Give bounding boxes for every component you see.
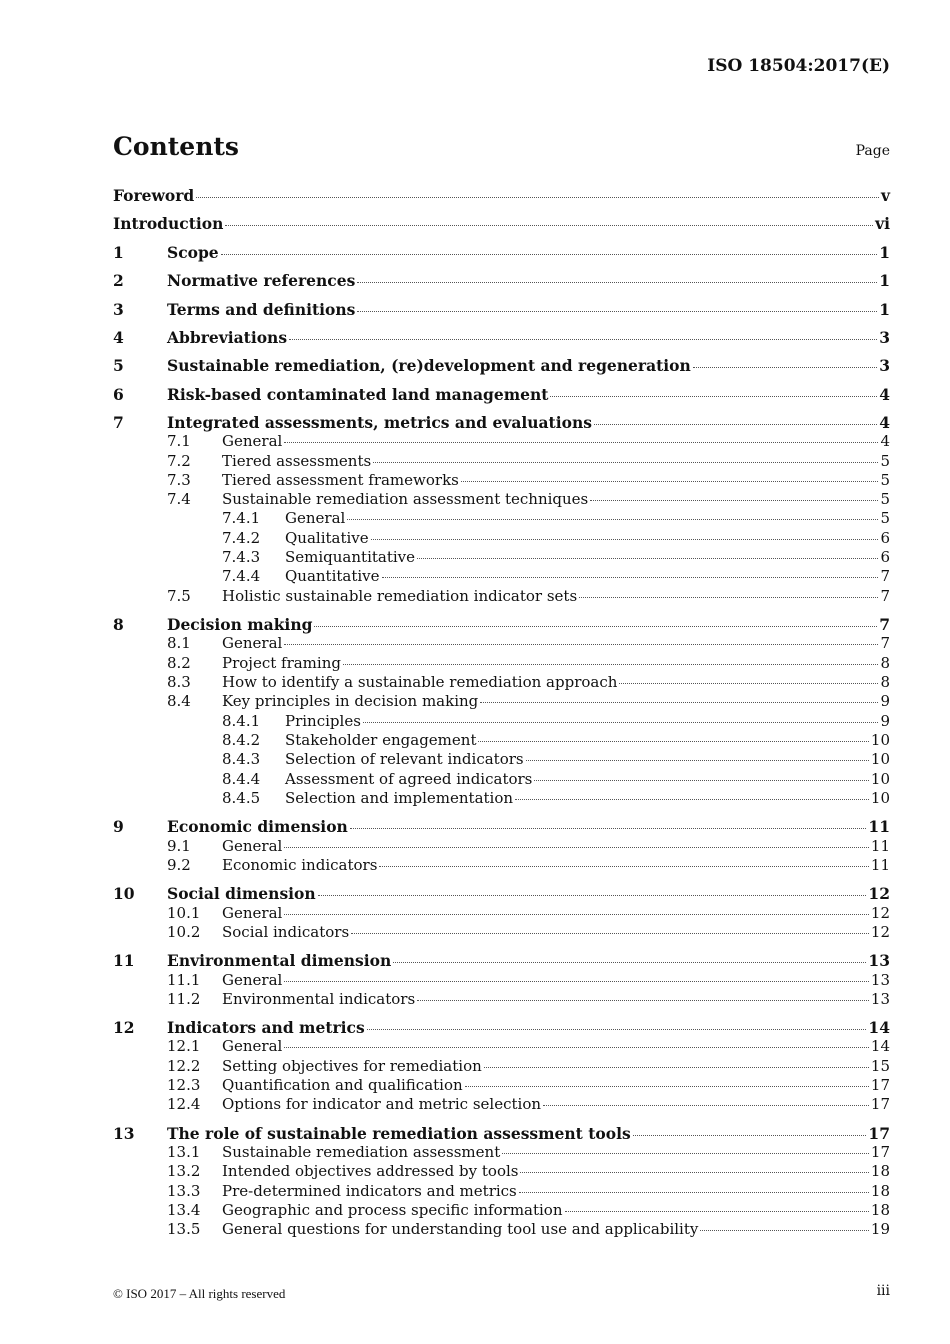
toc-dot-leader — [196, 197, 879, 198]
toc-entry-page: 4 — [879, 385, 890, 404]
toc-entry[interactable] — [113, 692, 890, 712]
toc-entry-title: Tiered assessment frameworks — [222, 471, 459, 489]
toc-entry-title: Options for indicator and metric selection — [222, 1095, 542, 1113]
toc-dot-leader — [382, 577, 879, 578]
toc-entry-number: 8 — [113, 615, 124, 634]
toc-entry-title: Abbreviations — [167, 328, 288, 347]
toc-dot-leader — [594, 424, 877, 425]
toc-entry-number: 13 — [113, 1124, 135, 1143]
toc-dot-leader — [633, 1135, 867, 1136]
toc-entry[interactable] — [113, 214, 890, 234]
toc-entry[interactable] — [113, 712, 890, 732]
toc-entry-number: 7.4 — [167, 490, 191, 508]
toc-entry-number: 7.5 — [167, 587, 191, 605]
toc-entry-title: Geographic and process specific information — [222, 1201, 563, 1219]
toc-entry-title: Intended objectives addressed by tools — [222, 1162, 519, 1180]
toc-entry[interactable] — [113, 817, 890, 837]
toc-entry-page: 3 — [879, 356, 890, 375]
toc-dot-leader — [590, 500, 878, 501]
toc-entry[interactable] — [113, 356, 890, 376]
toc-dot-leader — [461, 481, 879, 482]
toc-entry-page: 5 — [880, 490, 890, 508]
toc-entry[interactable] — [113, 385, 890, 405]
toc-entry-page: 1 — [879, 243, 890, 262]
toc-entry-page: 7 — [880, 634, 890, 652]
toc-entry-number: 13.2 — [167, 1162, 201, 1180]
toc-entry-page: 17 — [870, 1076, 890, 1094]
toc-entry-title: Economic indicators — [222, 856, 378, 874]
toc-dot-leader — [515, 799, 869, 800]
toc-dot-leader — [284, 442, 878, 443]
toc-dot-leader — [379, 866, 869, 867]
toc-entry-page: 10 — [870, 750, 890, 768]
toc-entry[interactable] — [113, 951, 890, 971]
toc-entry-title: General — [222, 432, 283, 450]
toc-entry[interactable] — [113, 673, 890, 693]
toc-entry[interactable] — [113, 271, 890, 291]
toc-entry[interactable] — [113, 1220, 890, 1240]
toc-entry[interactable] — [113, 1201, 890, 1221]
toc-entry-title: Economic dimension — [167, 817, 348, 836]
toc-entry-number: 8.2 — [167, 654, 191, 672]
toc-entry-title: General — [285, 509, 346, 527]
toc-entry-title: Sustainable remediation assessment — [222, 1143, 501, 1161]
toc-entry-page: v — [880, 186, 890, 205]
toc-entry-number: 8.3 — [167, 673, 191, 691]
toc-entry[interactable] — [113, 654, 890, 674]
toc-entry-number: 8.4 — [167, 692, 191, 710]
toc-entry-title: Social indicators — [222, 923, 350, 941]
toc-entry-page: 12 — [870, 923, 890, 941]
toc-entry-number: 9.1 — [167, 837, 191, 855]
toc-entry[interactable] — [113, 750, 890, 770]
toc-entry-title: The role of sustainable remediation assessment tools — [167, 1124, 631, 1143]
toc-dot-leader — [284, 914, 869, 915]
toc-entry[interactable] — [113, 587, 890, 607]
toc-entry[interactable] — [113, 923, 890, 943]
toc-entry-title: Selection and implementation — [285, 789, 514, 807]
toc-entry-page: 12 — [868, 884, 890, 903]
toc-entry[interactable] — [113, 731, 890, 751]
toc-entry[interactable] — [113, 884, 890, 904]
toc-entry-title: Project framing — [222, 654, 341, 672]
toc-entry-page: 6 — [880, 529, 890, 547]
toc-entry-page: 1 — [879, 300, 890, 319]
toc-entry-title: Quantitative — [285, 567, 380, 585]
toc-entry-title: Social dimension — [167, 884, 316, 903]
toc-entry-title: Holistic sustainable remediation indicator sets — [222, 587, 578, 605]
toc-entry-page: 9 — [880, 692, 890, 710]
toc-dot-leader — [417, 1000, 869, 1001]
toc-entry-number: 7.4.1 — [222, 509, 261, 527]
toc-entry-number: 2 — [113, 271, 124, 290]
toc-entry-number: 7.3 — [167, 471, 191, 489]
toc-entry-number: 10.1 — [167, 904, 201, 922]
toc-entry-title: Sustainable remediation, (re)development and regeneration — [167, 356, 691, 375]
toc-entry[interactable] — [113, 432, 890, 452]
toc-entry-page: 14 — [870, 1037, 890, 1055]
toc-entry-page: 7 — [880, 587, 890, 605]
toc-entry[interactable] — [113, 328, 890, 348]
toc-entry-number: 9.2 — [167, 856, 191, 874]
toc-dot-leader — [314, 626, 877, 627]
toc-dot-leader — [367, 1029, 867, 1030]
toc-entry-number: 11.2 — [167, 990, 201, 1008]
toc-entry-page: 7 — [879, 615, 890, 634]
toc-entry-title: Integrated assessments, metrics and evaluations — [167, 413, 592, 432]
toc-entry-page: 4 — [880, 432, 890, 450]
toc-dot-leader — [363, 722, 879, 723]
toc-dot-leader — [284, 847, 869, 848]
page-column-label: Page — [855, 143, 890, 159]
toc-dot-leader — [619, 683, 878, 684]
toc-dot-leader — [284, 981, 869, 982]
page-title: Contents — [113, 132, 240, 161]
toc-entry-title: Selection of relevant indicators — [285, 750, 524, 768]
toc-entry-page: 9 — [880, 712, 890, 730]
toc-entry-number: 6 — [113, 385, 124, 404]
toc-entry-page: 11 — [870, 856, 890, 874]
toc-entry-page: vi — [875, 214, 890, 233]
toc-entry-title: General — [222, 971, 283, 989]
toc-entry-number: 5 — [113, 356, 124, 375]
toc-entry[interactable] — [113, 856, 890, 876]
toc-entry-page: 13 — [868, 951, 890, 970]
toc-entry[interactable] — [113, 634, 890, 654]
toc-entry-title: Introduction — [113, 214, 224, 233]
toc-dot-leader — [347, 519, 878, 520]
toc-entry-page: 17 — [870, 1143, 890, 1161]
toc-entry-page: 5 — [880, 452, 890, 470]
toc-dot-leader — [351, 933, 869, 934]
toc-entry[interactable] — [113, 529, 890, 549]
toc-entry[interactable] — [113, 770, 890, 790]
toc-entry-number: 8.4.3 — [222, 750, 261, 768]
toc-dot-leader — [221, 254, 878, 255]
toc-dot-leader — [318, 895, 867, 896]
toc-entry-page: 13 — [870, 971, 890, 989]
toc-entry[interactable] — [113, 509, 890, 529]
toc-dot-leader — [284, 1047, 869, 1048]
document-id: ISO 18504:2017(E) — [707, 56, 890, 76]
toc-entry-title: Environmental dimension — [167, 951, 392, 970]
toc-entry-title: Setting objectives for remediation — [222, 1057, 482, 1075]
toc-entry[interactable] — [113, 1037, 890, 1057]
toc-entry[interactable] — [113, 1076, 890, 1096]
toc-entry-title: Tiered assessments — [222, 452, 372, 470]
toc-entry-number: 8.4.5 — [222, 789, 261, 807]
toc-entry-title: General — [222, 904, 283, 922]
toc-entry-number: 13.3 — [167, 1182, 201, 1200]
toc-entry-title: Indicators and metrics — [167, 1018, 365, 1037]
toc-dot-leader — [371, 539, 879, 540]
toc-dot-leader — [373, 462, 878, 463]
toc-entry-page: 11 — [870, 837, 890, 855]
toc-entry-page: 3 — [879, 328, 890, 347]
toc-entry-number: 7 — [113, 413, 124, 432]
toc-entry-title: Stakeholder engagement — [285, 731, 477, 749]
toc-entry[interactable] — [113, 904, 890, 924]
toc-entry-title: Scope — [167, 243, 219, 262]
toc-entry-number: 7.1 — [167, 432, 191, 450]
toc-entry-page: 5 — [880, 509, 890, 527]
copyright-notice: © ISO 2017 – All rights reserved — [113, 1286, 286, 1301]
toc-entry-title: General — [222, 634, 283, 652]
toc-entry-page: 15 — [870, 1057, 890, 1075]
toc-entry-page: 14 — [868, 1018, 890, 1037]
toc-entry-title: Semiquantitative — [285, 548, 416, 566]
toc-entry-number: 13.1 — [167, 1143, 201, 1161]
toc-entry-page: 18 — [870, 1201, 890, 1219]
toc-dot-leader — [700, 1230, 869, 1231]
toc-entry-number: 8.1 — [167, 634, 191, 652]
toc-dot-leader — [343, 664, 878, 665]
toc-entry[interactable] — [113, 990, 890, 1010]
toc-entry-page: 6 — [880, 548, 890, 566]
toc-entry-number: 3 — [113, 300, 124, 319]
toc-entry[interactable] — [113, 1057, 890, 1077]
toc-entry-number: 8.4.2 — [222, 731, 261, 749]
toc-entry-page: 10 — [870, 770, 890, 788]
toc-entry-title: Environmental indicators — [222, 990, 416, 1008]
toc-entry-page: 5 — [880, 471, 890, 489]
toc-entry-title: Normative references — [167, 271, 356, 290]
toc-entry-title: Terms and definitions — [167, 300, 356, 319]
toc-entry-number: 8.4.1 — [222, 712, 261, 730]
toc-entry-page: 18 — [870, 1182, 890, 1200]
toc-entry-number: 1 — [113, 243, 124, 262]
toc-entry-title: Risk-based contaminated land management — [167, 385, 549, 404]
toc-entry-page: 1 — [879, 271, 890, 290]
toc-entry-page: 17 — [870, 1095, 890, 1113]
toc-dot-leader — [526, 760, 869, 761]
toc-entry-number: 10 — [113, 884, 135, 903]
toc-entry-title: Quantification and qualification — [222, 1076, 463, 1094]
toc-dot-leader — [693, 367, 877, 368]
toc-dot-leader — [289, 339, 877, 340]
toc-entry[interactable] — [113, 1143, 890, 1163]
toc-entry-page: 10 — [870, 789, 890, 807]
toc-dot-leader — [579, 597, 878, 598]
toc-dot-leader — [225, 225, 873, 226]
toc-entry-number: 4 — [113, 328, 124, 347]
toc-entry-title: Principles — [285, 712, 361, 730]
toc-entry-number: 13.5 — [167, 1220, 201, 1238]
toc-dot-leader — [478, 741, 868, 742]
toc-entry-title: Sustainable remediation assessment techniques — [222, 490, 589, 508]
toc-entry[interactable] — [113, 548, 890, 568]
toc-entry-title: Decision making — [167, 615, 313, 634]
toc-entry[interactable] — [113, 300, 890, 320]
toc-dot-leader — [357, 311, 877, 312]
toc-entry-number: 12.4 — [167, 1095, 201, 1113]
toc-entry-number: 13.4 — [167, 1201, 201, 1219]
toc-entry-number: 7.4.2 — [222, 529, 261, 547]
toc-entry-title: Qualitative — [285, 529, 369, 547]
toc-entry[interactable] — [113, 490, 890, 510]
toc-dot-leader — [550, 396, 877, 397]
toc-entry-page: 10 — [870, 731, 890, 749]
toc-entry[interactable] — [113, 1182, 890, 1202]
toc-entry-page: 7 — [880, 567, 890, 585]
toc-entry-page: 8 — [880, 654, 890, 672]
toc-entry-number: 8.4.4 — [222, 770, 261, 788]
toc-entry-number: 12.2 — [167, 1057, 201, 1075]
toc-entry-number: 12.3 — [167, 1076, 201, 1094]
toc-dot-leader — [520, 1172, 868, 1173]
toc-entry[interactable] — [113, 243, 890, 263]
toc-entry-page: 13 — [870, 990, 890, 1008]
toc-entry[interactable] — [113, 471, 890, 491]
toc-entry-title: General questions for understanding tool use and applicability — [222, 1220, 699, 1238]
toc-entry[interactable] — [113, 1095, 890, 1115]
toc-entry-page: 19 — [870, 1220, 890, 1238]
toc-entry-page: 12 — [870, 904, 890, 922]
toc-entry-page: 11 — [868, 817, 890, 836]
toc-entry[interactable] — [113, 452, 890, 472]
toc-entry[interactable] — [113, 789, 890, 809]
toc-entry-number: 12.1 — [167, 1037, 201, 1055]
toc-entry[interactable] — [113, 837, 890, 857]
toc-entry-title: How to identify a sustainable remediation approach — [222, 673, 618, 691]
toc-entry-number: 11.1 — [167, 971, 201, 989]
toc-dot-leader — [393, 962, 866, 963]
toc-entry-number: 7.4.4 — [222, 567, 261, 585]
toc-entry[interactable] — [113, 1162, 890, 1182]
toc-entry[interactable] — [113, 567, 890, 587]
toc-dot-leader — [417, 558, 878, 559]
toc-dot-leader — [284, 644, 878, 645]
toc-entry-title: General — [222, 837, 283, 855]
toc-entry[interactable] — [113, 1124, 890, 1144]
toc-entry-number: 7.2 — [167, 452, 191, 470]
toc-dot-leader — [502, 1153, 869, 1154]
toc-dot-leader — [519, 1192, 869, 1193]
toc-entry[interactable] — [113, 186, 890, 206]
page-number: iii — [876, 1283, 890, 1299]
toc-entry-number: 7.4.3 — [222, 548, 261, 566]
toc-entry-title: Assessment of agreed indicators — [285, 770, 533, 788]
toc-dot-leader — [480, 702, 878, 703]
toc-entry-title: General — [222, 1037, 283, 1055]
toc-entry-page: 18 — [870, 1162, 890, 1180]
toc-entry-number: 9 — [113, 817, 124, 836]
toc-dot-leader — [484, 1067, 869, 1068]
toc-entry[interactable] — [113, 1018, 890, 1038]
toc-dot-leader — [565, 1211, 869, 1212]
toc-dot-leader — [543, 1105, 869, 1106]
toc-entry[interactable] — [113, 413, 890, 433]
toc-entry-page: 8 — [880, 673, 890, 691]
toc-entry-number: 11 — [113, 951, 135, 970]
toc-entry-title: Pre-determined indicators and metrics — [222, 1182, 517, 1200]
toc-entry[interactable] — [113, 615, 890, 635]
toc-entry[interactable] — [113, 971, 890, 991]
toc-dot-leader — [350, 828, 867, 829]
toc-dot-leader — [465, 1086, 869, 1087]
toc-dot-leader — [357, 282, 877, 283]
toc-dot-leader — [534, 780, 869, 781]
toc-entry-number: 10.2 — [167, 923, 201, 941]
toc-entry-title: Foreword — [113, 186, 195, 205]
toc-entry-number: 12 — [113, 1018, 135, 1037]
toc-entry-page: 17 — [868, 1124, 890, 1143]
toc-entry-page: 4 — [879, 413, 890, 432]
toc-entry-title: Key principles in decision making — [222, 692, 479, 710]
